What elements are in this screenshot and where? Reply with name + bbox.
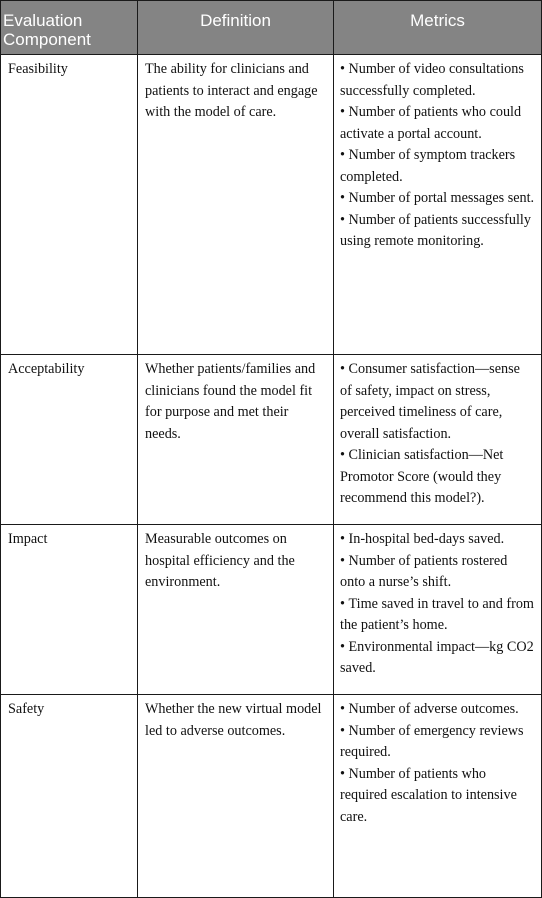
metric-item: • Number of emergency reviews required.	[340, 721, 535, 764]
metrics-list	[340, 699, 535, 828]
metric-item: • Number of patients who required escalation to intensive care.	[340, 764, 535, 829]
definition-cell: Whether patients/families and clinicians found the model fit for purpose and met their needs.	[138, 355, 334, 525]
metric-item: • Number of portal messages sent.	[340, 188, 535, 210]
header-evaluation-component	[1, 1, 138, 55]
header-definition: Definition	[138, 1, 334, 55]
metrics-list	[340, 59, 535, 253]
definition-cell: Measurable outcomes on hospital efficiency and the environment.	[138, 525, 334, 695]
table-row-impact	[1, 525, 542, 695]
metric-item: • Clinician satisfaction—Net Promotor Score (would they recommend this model?).	[340, 445, 535, 510]
metric-item: • In-hospital bed-days saved.	[340, 529, 535, 551]
metric-item: • Number of symptom trackers completed.	[340, 145, 535, 188]
definition-cell: The ability for clinicians and patients to interact and engage with the model of care.	[138, 55, 334, 355]
metric-item: • Time saved in travel to and from the patient’s home.	[340, 594, 535, 637]
metric-item: • Consumer satisfaction—sense of safety, impact on stress, perceived timeliness of care, overall satisfaction.	[340, 359, 535, 445]
table-row-acceptability	[1, 355, 542, 525]
metric-item: • Number of adverse outcomes.	[340, 699, 535, 721]
table-header	[1, 1, 542, 55]
definition-cell: Whether the new virtual model led to adverse outcomes.	[138, 695, 334, 898]
component-cell: Impact	[1, 525, 138, 695]
header-row	[1, 1, 542, 55]
metric-item: • Number of patients who could activate a portal account.	[340, 102, 535, 145]
metric-item: • Number of patients successfully using remote monitoring.	[340, 210, 535, 253]
metric-item: • Number of patients rostered onto a nurse’s shift.	[340, 551, 535, 594]
component-cell: Acceptability	[1, 355, 138, 525]
metric-item: • Environmental impact—kg CO2 saved.	[340, 637, 535, 680]
header-evaluation-component-line2: Component	[3, 30, 91, 49]
metric-item: • Number of video consultations successfully completed.	[340, 59, 535, 102]
component-cell: Feasibility	[1, 55, 138, 355]
metrics-list	[340, 529, 535, 680]
table-row-safety	[1, 695, 542, 898]
metrics-cell	[334, 55, 542, 355]
header-metrics: Metrics	[334, 1, 542, 55]
metrics-list	[340, 359, 535, 510]
component-cell: Safety	[1, 695, 138, 898]
table-row-feasibility	[1, 55, 542, 355]
metrics-cell	[334, 695, 542, 898]
metrics-cell	[334, 525, 542, 695]
header-evaluation-component-line1: Evaluation	[3, 11, 83, 30]
metrics-cell	[334, 355, 542, 525]
